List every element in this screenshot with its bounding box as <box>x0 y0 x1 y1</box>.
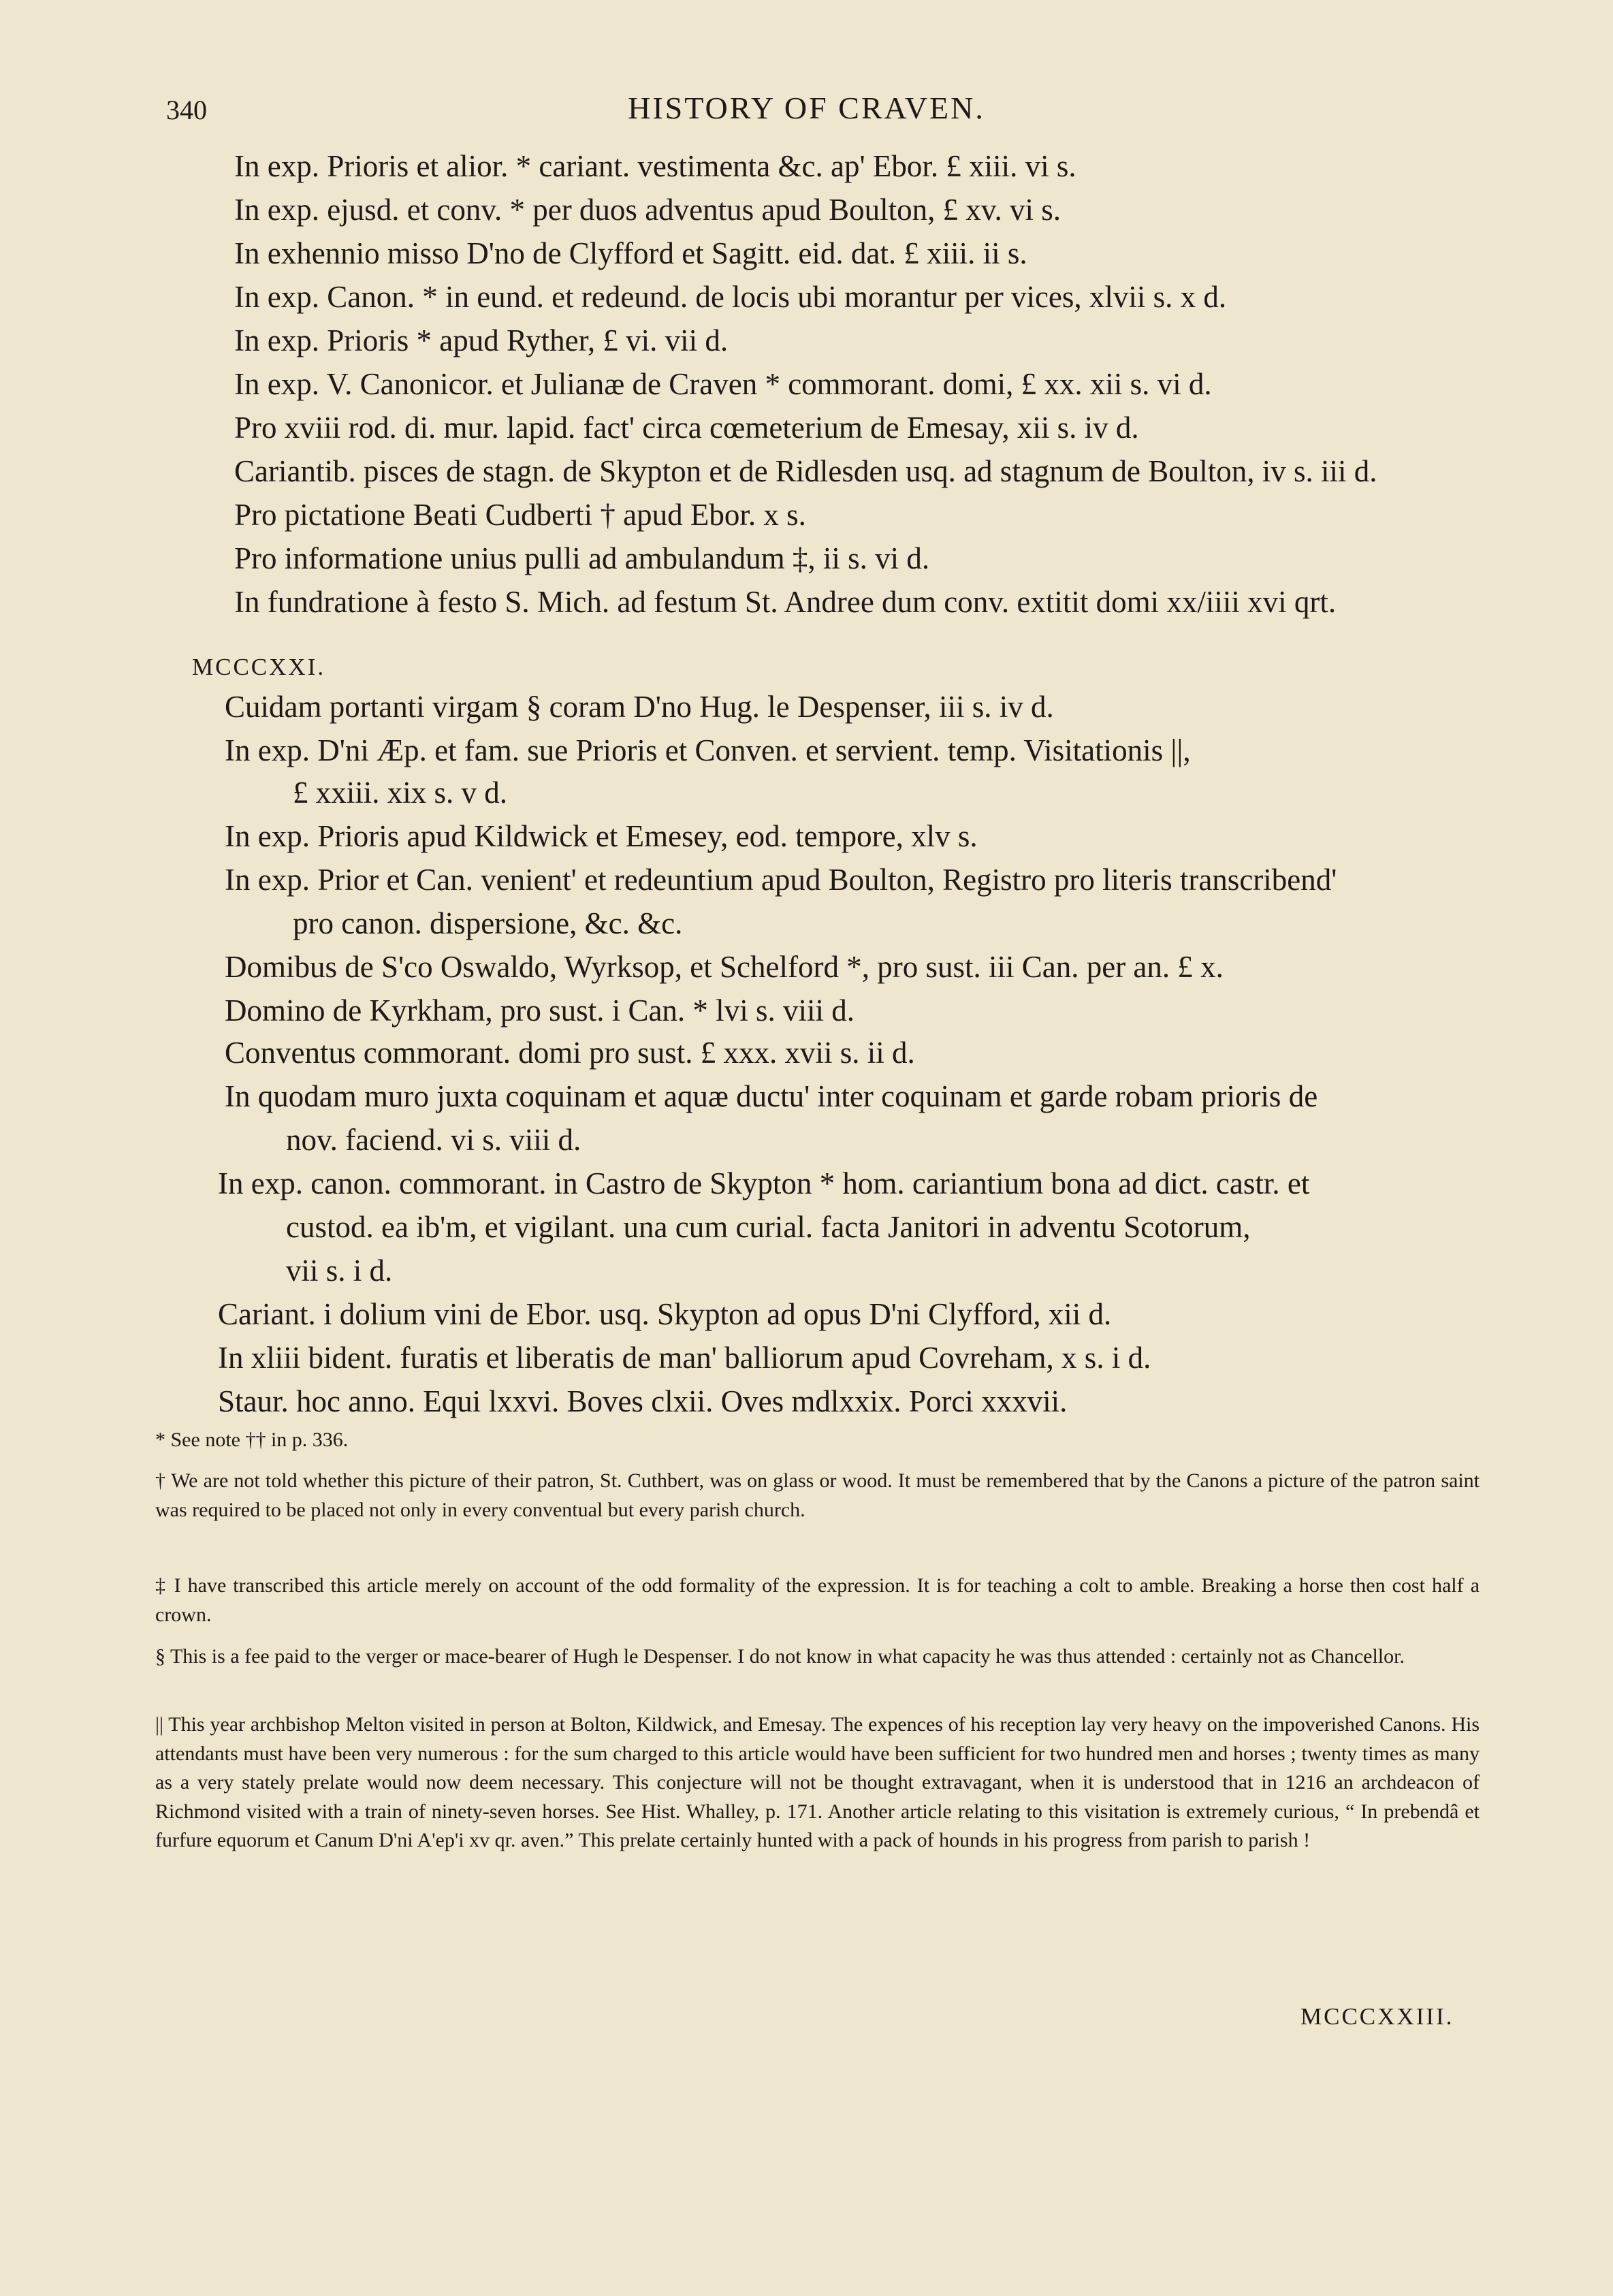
account-line: Conventus commorant. domi pro sust. £ xxx. xvii s. ii d. <box>225 1036 915 1070</box>
account-line: In exhennio misso D'no de Clyfford et Sagitt. eid. dat. £ xiii. ii s. <box>234 236 1027 270</box>
account-line: Cariant. i dolium vini de Ebor. usq. Skypton ad opus D'ni Clyfford, xii d. <box>218 1297 1112 1331</box>
footnote: * See note †† in p. 336. <box>155 1429 349 1451</box>
account-line: Staur. hoc anno. Equi lxxvi. Boves clxii. Oves mdlxxix. Porci xxxvii. <box>218 1384 1068 1418</box>
account-line: In exp. D'ni Æp. et fam. sue Prioris et Conven. et servient. temp. Visitationis ||, <box>225 733 1191 767</box>
footnote: † We are not told whether this picture of their patron, St. Cuthbert, was on glass or wood. It must be remembered that by the Canons a picture of the patron saint was required to be placed not only in every conventual but every parish church. <box>155 1469 1480 1521</box>
footnote: ‡ I have transcribed this article merely on account of the odd formality of the expression. It is for teaching a colt to amble. Breaking a horse then cost half a crown. <box>155 1574 1480 1626</box>
account-line: pro canon. dispersione, &c. &c. <box>293 906 683 940</box>
page-number: 340 <box>166 95 207 125</box>
footnote: || This year archbishop Melton visited in person at Bolton, Kildwick, and Emesay. The expences of his reception lay very heavy on the impoverished Canons. His attendants must have been very numerous : for the sum charged to this article would have been sufficient for two hundred men and horses ; twenty times as many as a very stately prelate would now deem necessary. This conjecture will not be thought extravagant, when it is understood that in 1216 an archdeacon of Richmond visited with a train of ninety-seven horses. See Hist. Whalley, p. 171. Another article relating to this visitation is extremely curious, “ In prebendâ et furfure equorum et Canum D'ni A'ep'i xv qr. aven.” This prelate certainly hunted with a pack of hounds in his progress from parish to parish ! <box>155 1713 1480 1851</box>
account-line: In exp. ejusd. et conv. * per duos adventus apud Boulton, £ xv. vi s. <box>234 193 1061 227</box>
account-line: Pro informatione unius pulli ad ambulandum ‡, ii s. vi d. <box>234 541 930 575</box>
account-line: Pro xviii rod. di. mur. lapid. fact' circa cœmeterium de Emesay, xii s. iv d. <box>234 411 1139 445</box>
account-line: In quodam muro juxta coquinam et aquæ ductu' inter coquinam et garde robam prioris de <box>225 1079 1318 1113</box>
account-line: In exp. Canon. * in eund. et redeund. de locis ubi morantur per vices, xlvii s. x d. <box>234 280 1227 314</box>
year-heading: MCCCXXI. <box>192 654 326 680</box>
account-line: Domino de Kyrkham, pro sust. i Can. * lvi s. viii d. <box>225 993 855 1027</box>
account-line: £ xxiii. xix s. v d. <box>293 776 508 810</box>
account-line: custod. ea ib'm, et vigilant. una cum curial. facta Janitori in adventu Scotorum, <box>286 1210 1251 1244</box>
account-line: Cuidam portanti virgam § coram D'no Hug. le Despenser, iii s. iv d. <box>225 690 1054 724</box>
account-line: In exp. Prior et Can. venient' et redeuntium apud Boulton, Registro pro literis transcribend' <box>225 863 1337 897</box>
running-head: HISTORY OF CRAVEN. <box>628 91 985 125</box>
account-line: In exp. V. Canonicor. et Julianæ de Craven * commorant. domi, £ xx. xii s. vi d. <box>234 367 1212 401</box>
account-line: In exp. canon. commorant. in Castro de Skypton * hom. cariantium bona ad dict. castr. et <box>218 1166 1310 1200</box>
account-line: In exp. Prioris et alior. * cariant. vestimenta &c. ap' Ebor. £ xiii. vi s. <box>234 149 1076 183</box>
account-line: In xliii bident. furatis et liberatis de man' balliorum apud Covreham, x s. i d. <box>218 1341 1151 1375</box>
account-line: Cariantib. pisces de stagn. de Skypton et de Ridlesden usq. ad stagnum de Boulton, iv s. iii d. <box>234 454 1377 488</box>
account-line: vii s. i d. <box>286 1254 393 1288</box>
account-line: Pro pictatione Beati Cudberti † apud Ebor. x s. <box>234 498 806 532</box>
account-line: In exp. Prioris * apud Ryther, £ vi. vii d. <box>234 323 729 357</box>
account-line: Domibus de S'co Oswaldo, Wyrksop, et Schelford *, pro sust. iii Can. per an. £ x. <box>225 950 1224 984</box>
account-line: In fundratione à festo S. Mich. ad festum St. Andree dum conv. extitit domi xx/iiii xvi qrt. <box>234 585 1337 619</box>
account-line: In exp. Prioris apud Kildwick et Emesey, eod. tempore, xlv s. <box>225 819 978 853</box>
account-line: nov. faciend. vi s. viii d. <box>286 1123 581 1157</box>
catchword: MCCCXXIII. <box>1300 2003 1454 2030</box>
page-header <box>0 87 1613 128</box>
footnote: § This is a fee paid to the verger or mace-bearer of Hugh le Despenser. I do not know in what capacity he was thus attended : certainly not as Chancellor. <box>155 1645 1405 1668</box>
